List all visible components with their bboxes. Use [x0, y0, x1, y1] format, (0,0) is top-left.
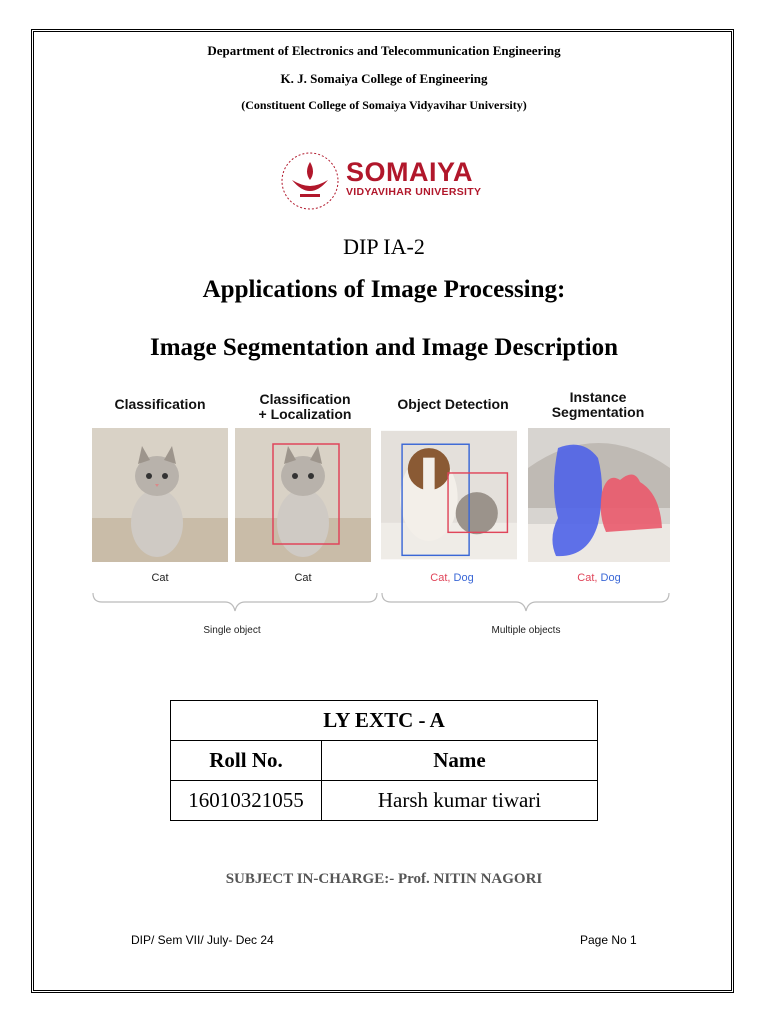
subject-incharge: SUBJECT IN-CHARGE:- Prof. NITIN NAGORI [225, 871, 543, 887]
footer-page-number: Page No 1 [580, 933, 637, 947]
logo-name: SOMAIYA [346, 157, 474, 187]
multiple-objects-brace [381, 592, 670, 612]
group-label-multiple: Multiple objects [491, 625, 561, 636]
column-heading-detection: Object Detection [397, 396, 509, 412]
segmentation-image [528, 428, 670, 562]
column-heading-classification: Classification [114, 396, 206, 412]
title-line-1: Applications of Image Processing: [202, 276, 566, 303]
single-object-brace [92, 592, 378, 612]
student-table [170, 700, 598, 821]
college-affiliation: (Constituent College of Somaiya Vidyavihar University) [241, 98, 527, 112]
caption-classification: Cat [151, 572, 169, 584]
roll-header: Roll No. [171, 741, 322, 781]
name-value: Harsh kumar tiwari [322, 781, 598, 821]
name-header: Name [322, 741, 598, 781]
roll-value: 16010321055 [171, 781, 322, 821]
department-name: Department of Electronics and Telecommunication Engineering [207, 43, 561, 58]
segmentation-figure [92, 386, 670, 644]
column-heading-localization: Classification + Localization [258, 391, 352, 422]
localization-image [235, 428, 371, 562]
logo-subtitle: VIDYAVIHAR UNIVERSITY [346, 186, 482, 198]
college-name: K. J. Somaiya College of Engineering [280, 71, 488, 86]
caption-detection: Cat, Dog [430, 572, 474, 584]
title-line-2: Image Segmentation and Image Description [149, 334, 619, 361]
course-code: DIP IA-2 [343, 234, 425, 259]
somaiya-seal-icon [278, 150, 342, 212]
section-cell: LY EXTC - A [171, 701, 598, 741]
somaiya-logo [278, 150, 490, 212]
classification-image [92, 428, 228, 562]
detection-image [381, 428, 517, 562]
caption-localization: Cat [294, 572, 312, 584]
caption-segmentation: Cat, Dog [577, 572, 621, 584]
group-label-single: Single object [203, 625, 261, 636]
footer-left: DIP/ Sem VII/ July- Dec 24 [131, 933, 274, 947]
column-heading-segmentation: Instance Segmentation [551, 389, 645, 420]
